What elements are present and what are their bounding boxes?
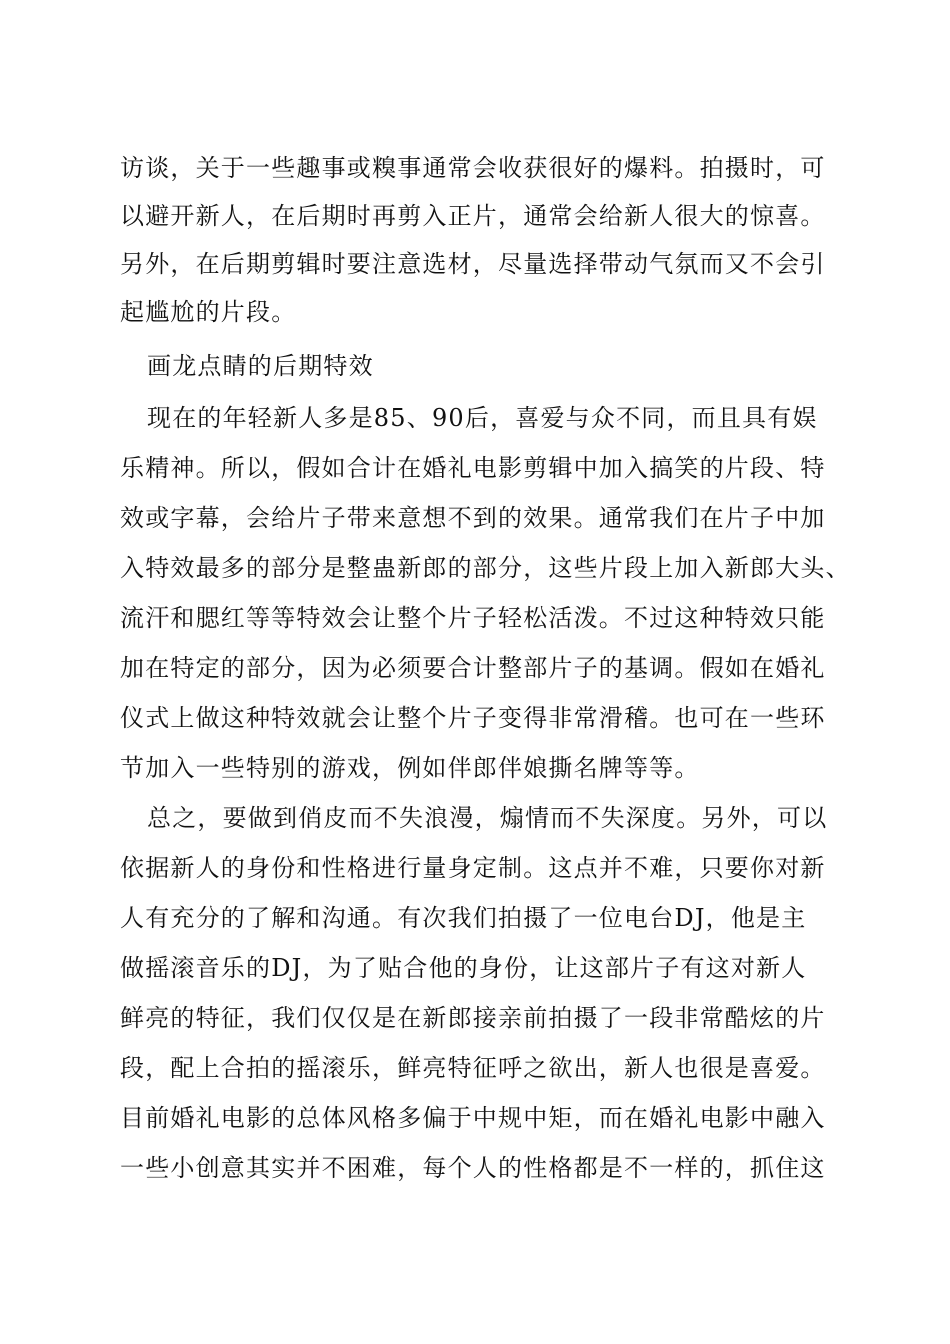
text-line: 目前婚礼电影的总体风格多偏于中规中矩，而在婚礼电影中融入 xyxy=(120,1104,826,1132)
text-line: 鲜亮的特征，我们仅仅是在新郎接亲前拍摄了一段非常酷炫的片 xyxy=(120,1004,826,1032)
text-line: 流汗和腮红等等特效会让整个片子轻松活泼。不过这种特效只能 xyxy=(120,604,826,632)
text-line: 加在特定的部分，因为必须要合计整部片子的基调。假如在婚礼 xyxy=(120,654,826,682)
text-line: 人有充分的了解和沟通。有次我们拍摄了一位电台DJ，他是主 xyxy=(120,904,807,932)
text-line: 效或字幕，会给片子带来意想不到的效果。通常我们在片子中加 xyxy=(120,504,826,532)
text-line: 节加入一些特别的游戏，例如伴郎伴娘撕名牌等等。 xyxy=(120,754,700,782)
text-line: 另外，在后期剪辑时要注意选材，尽量选择带动气氛而又不会引 xyxy=(120,250,826,278)
text-line: 起尴尬的片段。 xyxy=(120,298,297,326)
text-line: 仪式上做这种特效就会让整个片子变得非常滑稽。也可在一些环 xyxy=(120,704,826,732)
text-line: 一些小创意其实并不困难，每个人的性格都是不一样的，抓住这 xyxy=(120,1154,826,1182)
text-line: 依据新人的身份和性格进行量身定制。这点并不难，只要你对新 xyxy=(120,854,826,882)
text-line: 访谈，关于一些趣事或糗事通常会收获很好的爆料。拍摄时，可 xyxy=(120,154,826,182)
text-line: 做摇滚音乐的DJ，为了贴合他的身份，让这部片子有这对新人 xyxy=(120,954,807,982)
text-line: 以避开新人，在后期时再剪入正片，通常会给新人很大的惊喜。 xyxy=(120,202,826,230)
text-line: 现在的年轻新人多是85、90后，喜爱与众不同，而且具有娱 xyxy=(147,404,818,432)
text-line: 段，配上合拍的摇滚乐，鲜亮特征呼之欲出，新人也很是喜爱。 xyxy=(120,1054,826,1082)
text-line: 总之，要做到俏皮而不失浪漫，煽情而不失深度。另外，可以 xyxy=(147,804,828,832)
section-heading: 画龙点睛的后期特效 xyxy=(147,352,374,380)
text-line: 入特效最多的部分是整蛊新郎的部分，这些片段上加入新郎大头、 xyxy=(120,554,851,582)
text-line: 乐精神。所以，假如合计在婚礼电影剪辑中加入搞笑的片段、特 xyxy=(120,454,826,482)
